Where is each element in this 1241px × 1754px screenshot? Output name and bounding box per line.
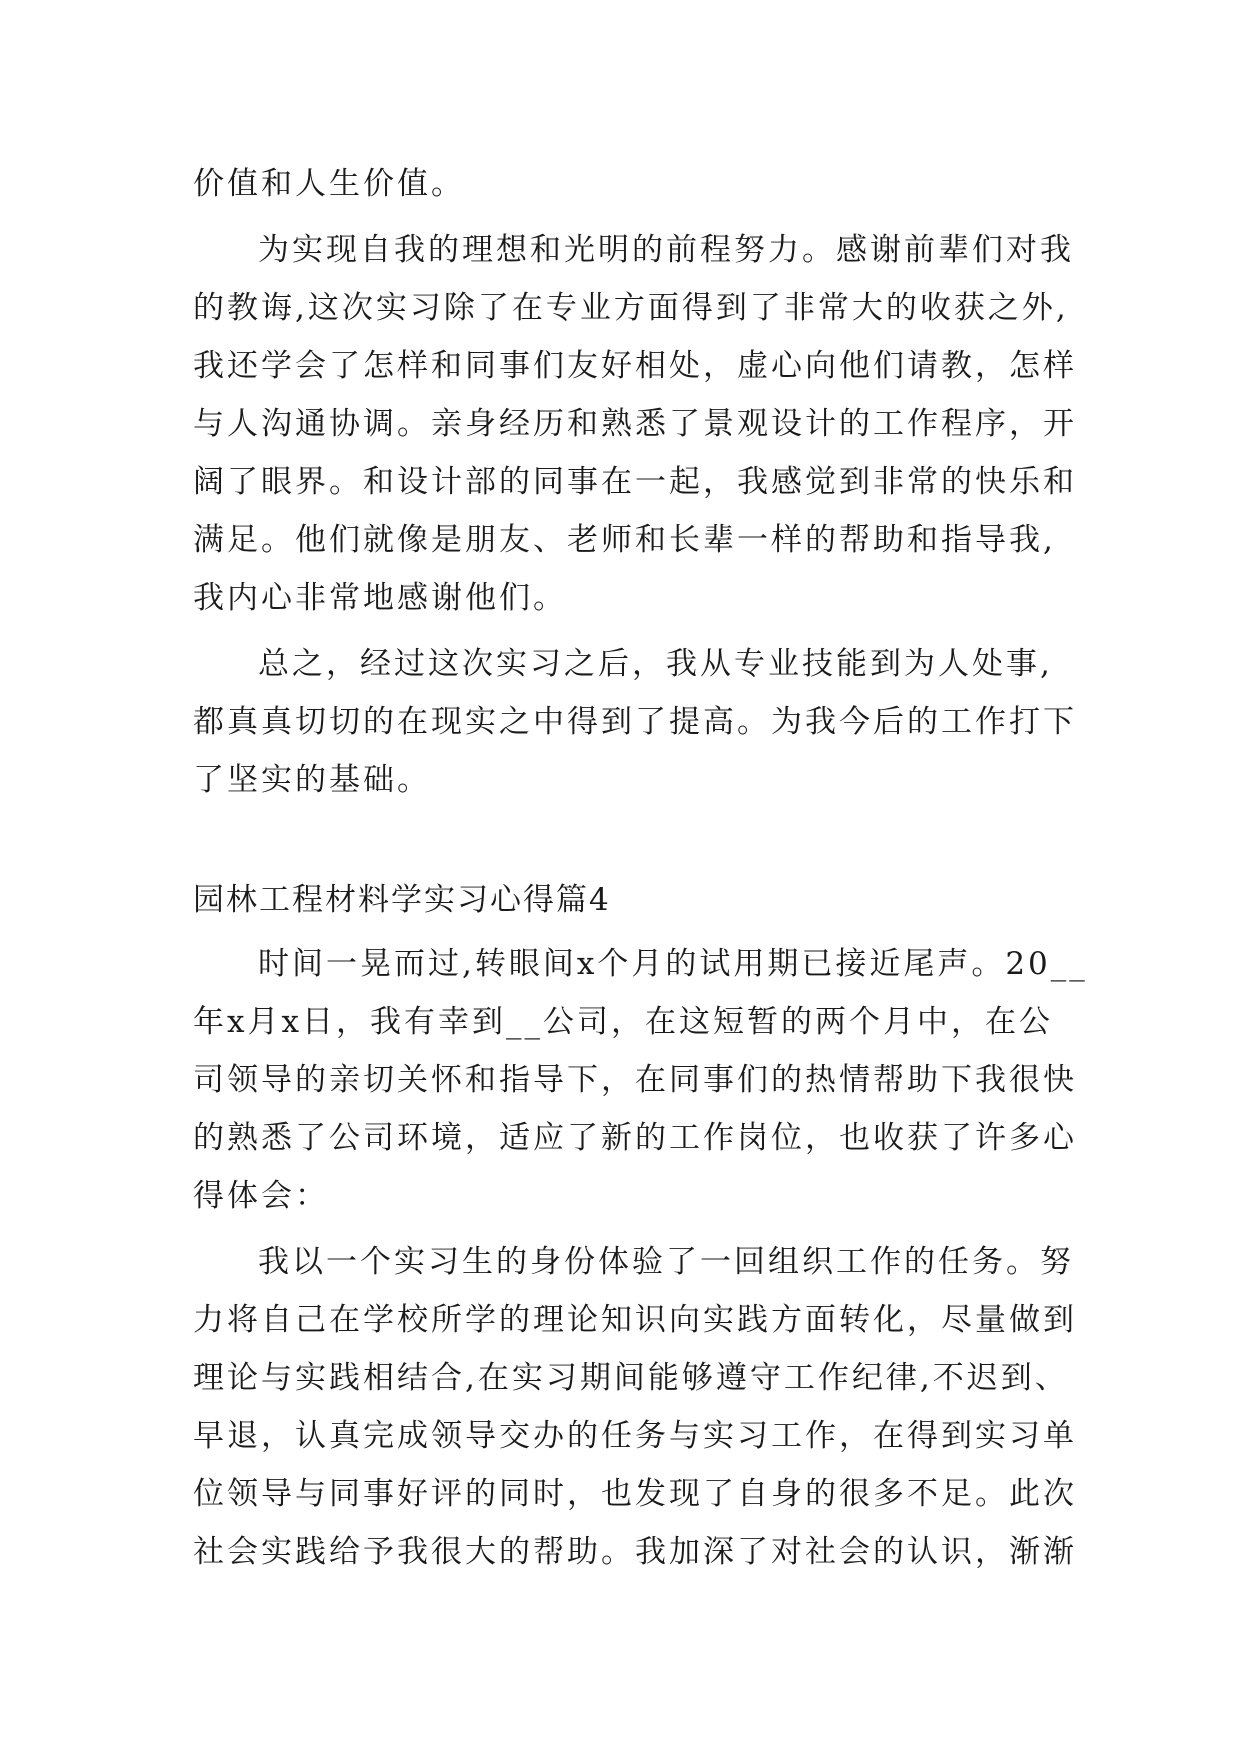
text-line: 满足。他们就像是朋友、老师和长辈一样的帮助和指导我, — [193, 522, 1056, 558]
text-line: 年x月x日，我有幸到__公司，在这短暂的两个月中，在公 — [193, 1004, 1053, 1040]
paragraph-first-line: 为实现自我的理想和光明的前程努力。感谢前辈们对我 — [258, 232, 1074, 268]
text-line: 的熟悉了公司环境，适应了新的工作岗位，也收获了许多心 — [193, 1120, 1077, 1156]
section-heading: 园林工程材料学实习心得篇4 — [193, 882, 611, 918]
text-line: 阔了眼界。和设计部的同事在一起，我感觉到非常的快乐和 — [193, 464, 1077, 500]
text-line: 价值和人生价值。 — [193, 166, 465, 202]
text-line: 我内心非常地感谢他们。 — [193, 580, 567, 616]
text-line: 力将自己在学校所学的理论知识向实践方面转化，尽量做到 — [193, 1302, 1077, 1338]
paragraph-first-line: 时间一晃而过,转眼间x个月的试用期已接近尾声。20__ — [258, 946, 1088, 982]
text-line: 我还学会了怎样和同事们友好相处，虚心向他们请教，怎样 — [193, 348, 1077, 384]
text-line: 都真真切切的在现实之中得到了提高。为我今后的工作打下 — [193, 704, 1077, 740]
text-line: 与人沟通协调。亲身经历和熟悉了景观设计的工作程序，开 — [193, 406, 1077, 442]
text-line: 了坚实的基础。 — [193, 762, 431, 798]
text-line: 位领导与同事好评的同时，也发现了自身的很多不足。此次 — [193, 1476, 1077, 1512]
paragraph-first-line: 总之，经过这次实习之后，我从专业技能到为人处事, — [258, 646, 1053, 682]
text-line: 社会实践给予我很大的帮助。我加深了对社会的认识，渐渐 — [193, 1534, 1077, 1570]
text-line: 理论与实践相结合,在实习期间能够遵守工作纪律,不迟到、 — [193, 1360, 1069, 1396]
paragraph-first-line: 我以一个实习生的身份体验了一回组织工作的任务。努 — [258, 1244, 1074, 1280]
text-line: 早退，认真完成领导交办的任务与实习工作，在得到实习单 — [193, 1418, 1077, 1454]
text-line: 的教诲,这次实习除了在专业方面得到了非常大的收获之外, — [193, 290, 1069, 326]
text-line: 得体会： — [193, 1178, 329, 1214]
text-line: 司领导的亲切关怀和指导下，在同事们的热情帮助下我很快 — [193, 1062, 1077, 1098]
